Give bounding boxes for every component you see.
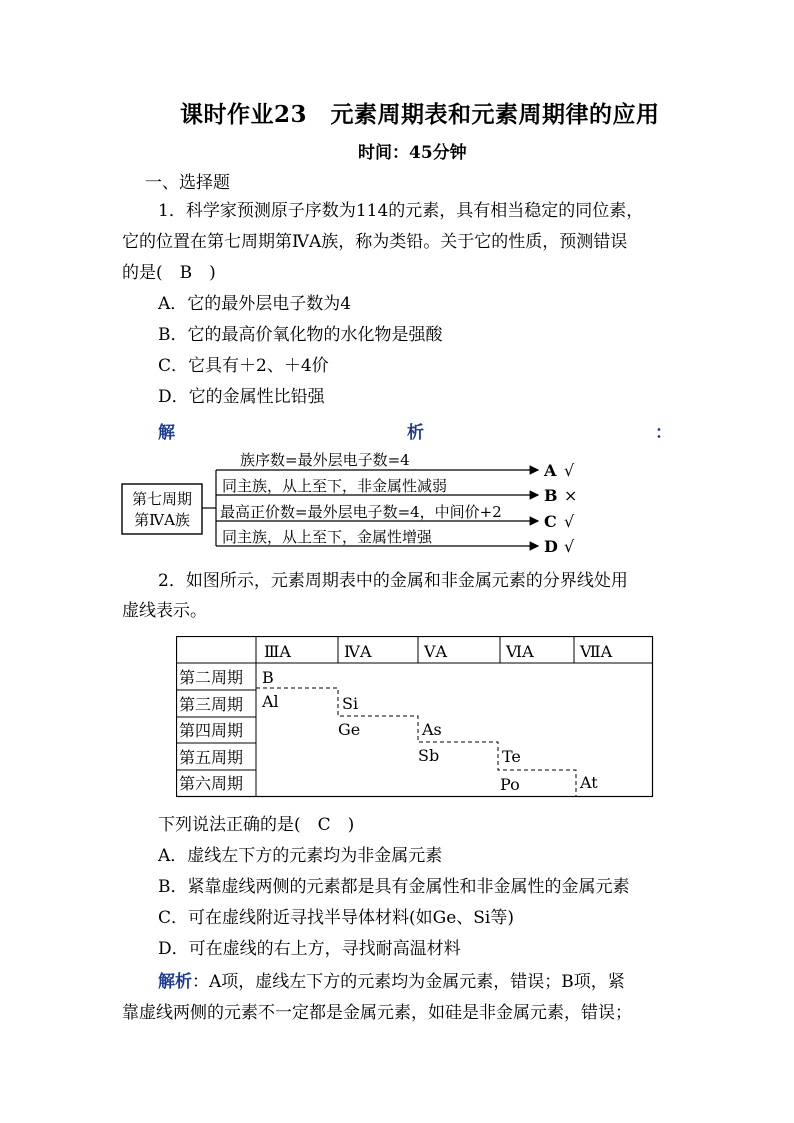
element-ge: Ge <box>338 720 361 739</box>
q1-analysis-label-2: 析 <box>407 423 424 443</box>
q2-analysis-line1 <box>158 971 625 993</box>
group-header-6a: ⅥA <box>506 642 534 661</box>
diagram-row-d-text: 同主族，从上至下，金属性增强 <box>222 528 433 546</box>
period-5-label: 第五周期 <box>179 748 244 767</box>
periodic-table-fragment <box>176 636 654 798</box>
q2-analysis-label: 解析 <box>158 972 192 992</box>
q2-option-c: C．可在虚线附近寻找半导体材料(如Ge、Si等) <box>158 908 514 928</box>
element-po: Po <box>500 775 520 794</box>
time-limit: 时间：45分钟 <box>358 143 467 163</box>
period-4-label: 第四周期 <box>179 721 244 740</box>
group-header-3a: ⅢA <box>264 642 291 661</box>
analysis-diagram <box>118 446 598 558</box>
diagram-row-a-mark: √ <box>564 461 575 480</box>
q2-stem-line2: 虚线表示。 <box>122 601 207 621</box>
element-te: Te <box>502 747 521 766</box>
q1-analysis-label-3: ： <box>655 423 672 443</box>
diagram-row-b-label: B <box>544 486 558 505</box>
q1-option-a: A．它的最外层电子数为4 <box>158 294 352 314</box>
q2-analysis-text1: ：A项，虚线左下方的元素均为金属元素，错误；B项，紧 <box>192 972 625 992</box>
element-b: B <box>262 668 274 687</box>
element-sb: Sb <box>418 746 440 765</box>
metal-nonmetal-boundary <box>256 688 576 797</box>
group-header-7a: ⅦA <box>580 642 613 661</box>
period-3-label: 第三周期 <box>179 695 244 714</box>
group-header-4a: ⅣA <box>344 642 372 661</box>
element-al: Al <box>262 692 279 711</box>
element-as: As <box>422 720 442 739</box>
period-2-label: 第二周期 <box>179 668 244 687</box>
diagram-row-c-label: C <box>544 512 557 531</box>
diagram-row-d-label: D <box>544 537 558 556</box>
q2-prompt: 下列说法正确的是( C ) <box>158 815 355 835</box>
element-at: At <box>580 773 598 792</box>
section-heading: 一、选择题 <box>145 173 230 193</box>
diagram-row-a-text: 族序数=最外层电子数=4 <box>240 451 410 469</box>
q2-analysis-line2: 靠虚线两侧的元素不一定都是金属元素，如硅是非金属元素，错误； <box>122 1003 632 1023</box>
diagram-row-c-text: 最高正价数=最外层电子数=4，中间价+2 <box>220 503 502 521</box>
q2-option-d: D．可在虚线的右上方，寻找耐高温材料 <box>158 939 461 959</box>
element-si: Si <box>342 694 359 713</box>
box-line2: 第ⅣA族 <box>134 511 190 529</box>
page-title: 课时作业23 元素周期表和元素周期律的应用 <box>180 101 660 128</box>
q2-option-a: A．虚线左下方的元素均为非金属元素 <box>158 846 443 866</box>
diagram-row-d-mark: √ <box>564 537 575 556</box>
q1-stem-line1: 1．科学家预测原子序数为114的元素，具有相当稳定的同位素， <box>158 201 644 221</box>
q1-option-b: B．它的最高价氧化物的水化物是强酸 <box>158 325 443 345</box>
q2-stem-line1: 2．如图所示，元素周期表中的金属和非金属元素的分界线处用 <box>158 571 628 591</box>
diagram-row-a-label: A <box>544 461 557 480</box>
q2-option-b: B．紧靠虚线两侧的元素都是具有金属性和非金属性的金属元素 <box>158 877 630 897</box>
diagram-row-b-text: 同主族，从上至下，非金属性减弱 <box>222 477 448 495</box>
group-header-5a: ⅤA <box>424 642 448 661</box>
box-line1: 第七周期 <box>131 490 193 508</box>
period-6-label: 第六周期 <box>179 774 244 793</box>
diagram-row-b-mark: × <box>564 486 578 505</box>
q1-stem-line2: 它的位置在第七周期第ⅣA族，称为类铅。关于它的性质，预测错误 <box>122 232 628 252</box>
q1-option-d: D．它的金属性比铅强 <box>158 387 325 407</box>
q1-stem-line3: 的是( B ) <box>122 263 216 283</box>
diagram-row-c-mark: √ <box>564 512 575 531</box>
q1-option-c: C．它具有＋2、＋4价 <box>158 356 329 376</box>
q1-analysis-label-1: 解 <box>158 423 175 443</box>
